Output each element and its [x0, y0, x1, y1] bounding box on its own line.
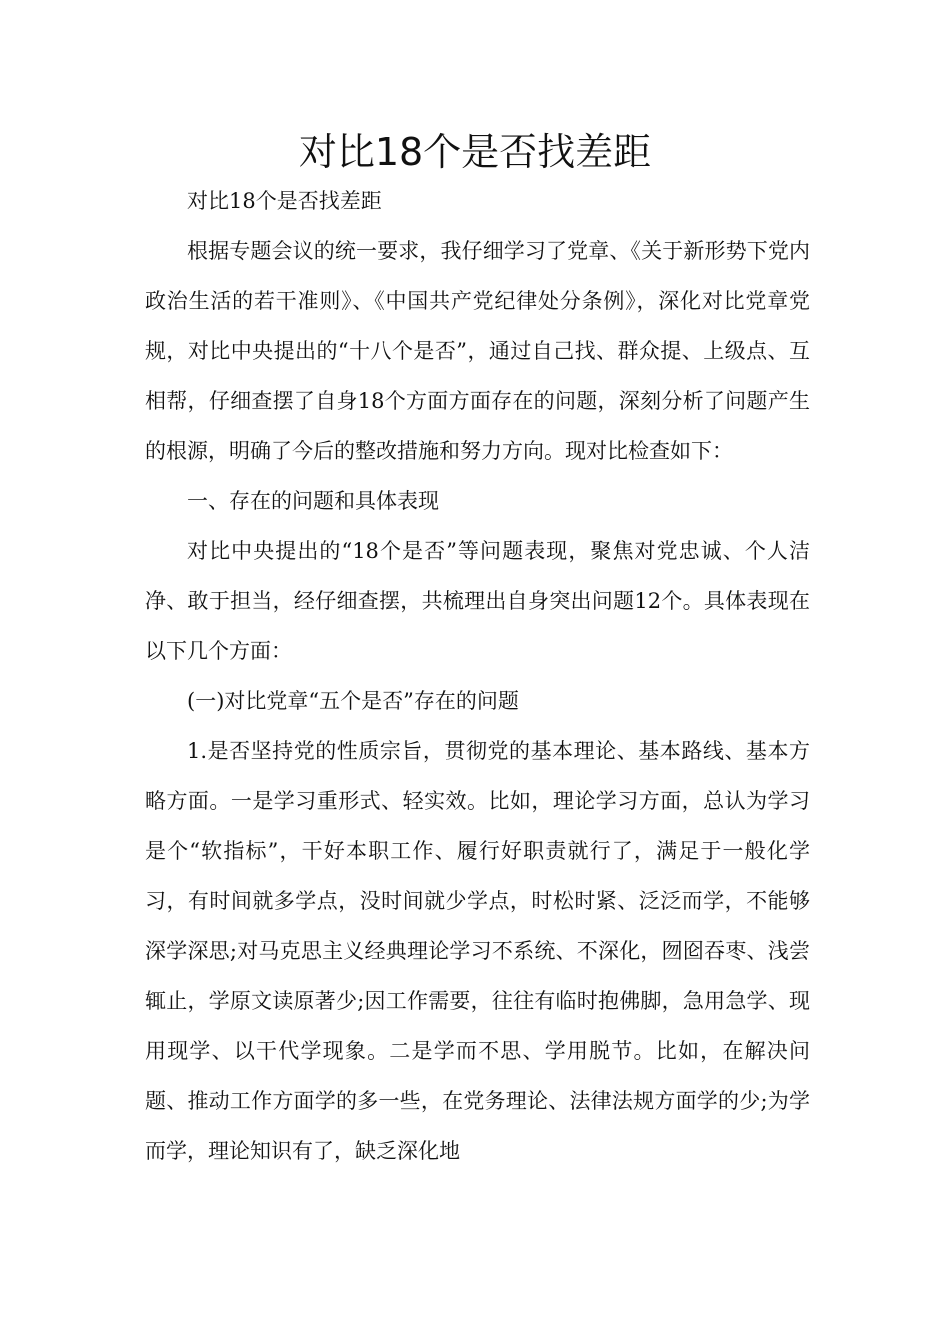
- subsection-heading-1: (一)对比党章“五个是否”存在的问题: [187, 689, 519, 713]
- section-heading-1: 一、存在的问题和具体表现: [187, 489, 439, 513]
- paragraph-subtitle: 对比18个是否找差距: [187, 189, 382, 213]
- paragraph-intro: 根据专题会议的统一要求，我仔细学习了党章、《关于新形势下党内政治生活的若干准则》、《中国共产党纪律处分条例》，深化对比党章党规，对比中央提出的“十八个是否”，通过自己找、群众提、上级点、互相帮，仔细查摆了自身18个方面方面存在的问题，深刻分析了问题产生的根源，明确了今后的整改措施和努力方向。现对比检查如下：: [145, 239, 810, 463]
- paragraph-summary: 对比中央提出的“18个是否”等问题表现，聚焦对党忠诚、个人洁净、敢于担当，经仔细查摆，共梳理出自身突出问题12个。具体表现在以下几个方面：: [145, 539, 810, 663]
- paragraph-item-1: 1.是否坚持党的性质宗旨，贯彻党的基本理论、基本路线、基本方略方面。一是学习重形式、轻实效。比如，理论学习方面，总认为学习是个“软指标”，干好本职工作、履行好职责就行了，满足于一般化学习，有时间就多学点，没时间就少学点，时松时紧、泛泛而学，不能够深学深思;对马克思主义经典理论学习不系统、不深化，囫囵吞枣、浅尝辄止，学原文读原著少;因工作需要，往往有临时抱佛脚，急用急学、现用现学、以干代学现象。二是学而不思、学用脱节。比如，在解决问题、推动工作方面学的多一些，在党务理论、法律法规方面学的少;为学而学，理论知识有了，缺乏深化地: [145, 739, 810, 1163]
- document-title: 对比18个是否找差距: [298, 130, 652, 174]
- document-body: [145, 176, 810, 1176]
